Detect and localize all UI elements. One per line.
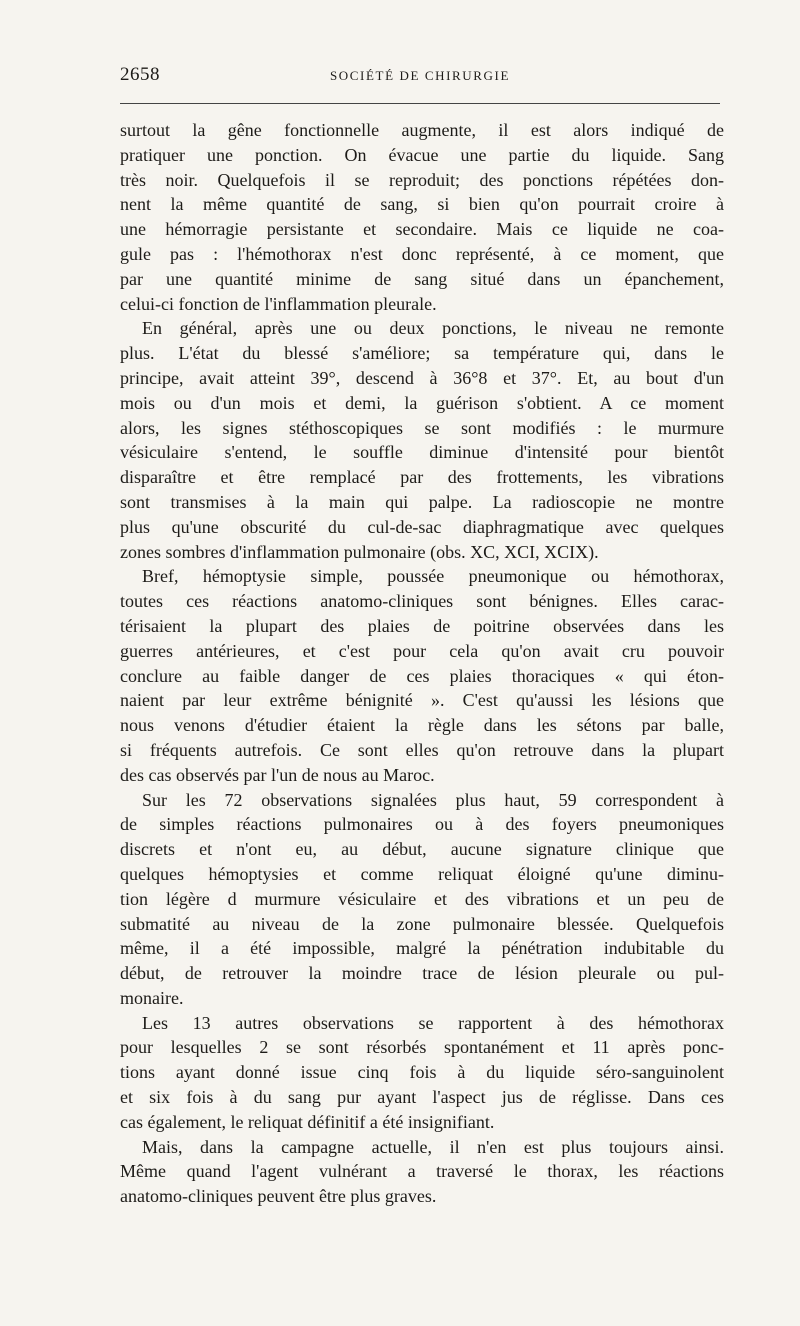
- text-line: En général, après une ou deux ponctions, le niveau ne remonte: [142, 318, 724, 339]
- text-line: submatité au niveau de la zone pulmonaire blessée. Quelquefois: [120, 913, 724, 934]
- text-line: plus. L'état du blessé s'améliore; sa température qui, dans le: [120, 343, 724, 364]
- paragraph: [120, 118, 724, 316]
- text-line: monaire.: [120, 987, 184, 1008]
- paragraph: [120, 564, 724, 787]
- text-line: vésiculaire s'entend, le souffle diminue d'intensité pour bientôt: [120, 442, 724, 463]
- text-line: une hémorragie persistante et secondaire. Mais ce liquide ne coa-: [120, 219, 724, 240]
- page-number: 2658: [120, 64, 160, 85]
- text-line: Même quand l'agent vulnérant a traversé le thorax, les réactions: [120, 1161, 724, 1182]
- paragraph: [120, 1135, 724, 1209]
- text-line: celui-ci fonction de l'inflammation pleurale.: [120, 293, 437, 314]
- text-line: de simples réactions pulmonaires ou à des foyers pneumoniques: [120, 814, 724, 835]
- running-head: SOCIÉTÉ DE CHIRURGIE: [329, 68, 511, 83]
- text-line: sont transmises à la main qui palpe. La radioscopie ne montre: [120, 491, 724, 512]
- text-line: des cas observés par l'un de nous au Maroc.: [120, 764, 435, 785]
- text-line: même, il a été impossible, malgré la pénétration indubitable du: [120, 938, 724, 959]
- text-line: début, de retrouver la moindre trace de lésion pleurale ou pul-: [120, 963, 724, 984]
- text-line: surtout la gêne fonctionnelle augmente, il est alors indiqué de: [120, 120, 724, 140]
- text-line: nent la même quantité de sang, si bien qu'on pourrait croire à: [120, 194, 724, 215]
- text-line: nous venons d'étudier étaient la règle dans les sétons par balle,: [120, 715, 724, 736]
- paragraph: [120, 788, 724, 1011]
- text-line: très noir. Quelquefois il se reproduit; des ponctions répétées don-: [120, 169, 724, 190]
- text-line: principe, avait atteint 39°, descend à 36°8 et 37°. Et, au bout d'un: [120, 367, 724, 388]
- text-line: si fréquents autrefois. Ce sont elles qu'on retrouve dans la plupart: [120, 739, 724, 760]
- text-line: pratiquer une ponction. On évacue une partie du liquide. Sang: [120, 144, 724, 165]
- text-line: guerres antérieures, et c'est pour cela qu'on avait cru pouvoir: [120, 640, 724, 661]
- text-line: anatomo-cliniques peuvent être plus graves.: [120, 1186, 437, 1207]
- text-line: gule pas : l'hémothorax n'est donc représenté, à ce moment, que: [120, 243, 724, 264]
- text-line: térisaient la plupart des plaies de poitrine observées dans les: [120, 615, 724, 636]
- text-line: zones sombres d'inflammation pulmonaire (obs. XC, XCI, XCIX).: [120, 541, 599, 562]
- text-line: par une quantité minime de sang situé dans un épanchement,: [120, 268, 724, 289]
- text-line: conclure au faible danger de ces plaies thoraciques « qui éton-: [120, 665, 724, 686]
- text-line: quelques hémoptysies et comme reliquat éloigné qu'une diminu-: [120, 863, 724, 884]
- text-line: toutes ces réactions anatomo-cliniques sont bénignes. Elles carac-: [120, 591, 724, 612]
- text-line: Bref, hémoptysie simple, poussée pneumonique ou hémothorax,: [142, 566, 724, 587]
- text-line: cas également, le reliquat définitif a été insignifiant.: [120, 1111, 495, 1132]
- text-line: alors, les signes stéthoscopiques se sont modifiés : le murmure: [120, 417, 724, 438]
- text-line: tions ayant donné issue cinq fois à du liquide séro-sanguinolent: [120, 1062, 724, 1083]
- text-line: naient par leur extrême bénignité ». C'est qu'aussi les lésions que: [120, 690, 724, 711]
- text-line: mois ou d'un mois et demi, la guérison s'obtient. A ce moment: [120, 392, 724, 413]
- text-line: Sur les 72 observations signalées plus haut, 59 correspondent à: [142, 789, 724, 810]
- text-line: Mais, dans la campagne actuelle, il n'en est plus toujours ainsi.: [142, 1136, 724, 1157]
- body-text: [120, 118, 724, 1209]
- paragraph: [120, 316, 724, 564]
- text-line: discrets et n'ont eu, au début, aucune signature clinique que: [120, 839, 724, 860]
- page-header: [120, 64, 720, 92]
- text-line: Les 13 autres observations se rapportent à des hémothorax: [142, 1012, 724, 1033]
- text-line: tion légère d murmure vésiculaire et des vibrations et un peu de: [120, 888, 724, 909]
- text-line: plus qu'une obscurité du cul-de-sac diaphragmatique avec quelques: [120, 516, 724, 537]
- text-line: pour lesquelles 2 se sont résorbés spontanément et 11 après ponc-: [120, 1037, 724, 1058]
- text-line: disparaître et être remplacé par des frottements, les vibrations: [120, 467, 724, 488]
- text-line: et six fois à du sang pur ayant l'aspect jus de réglisse. Dans ces: [120, 1087, 724, 1108]
- paragraph: [120, 1011, 724, 1135]
- header-rule: [120, 103, 720, 104]
